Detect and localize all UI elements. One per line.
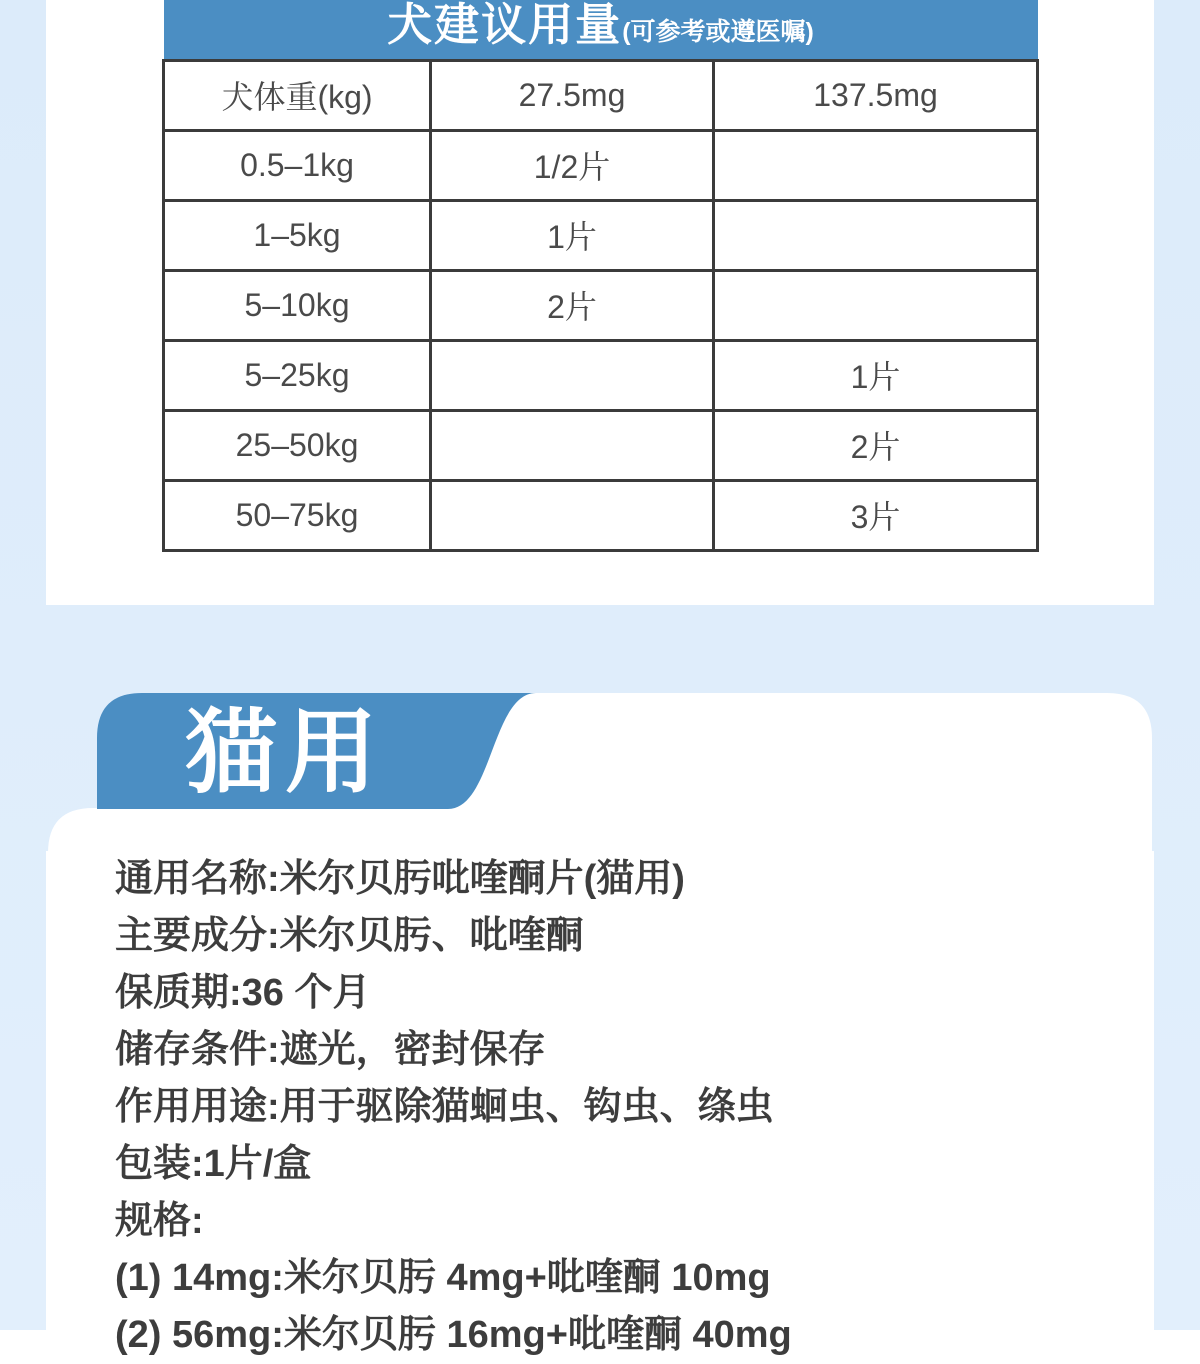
- cell-dose-27-5: [431, 480, 714, 550]
- table-row: [164, 340, 1038, 410]
- cell-weight: 1–5kg: [164, 200, 431, 270]
- cat-tab-label: 猫用: [184, 702, 385, 804]
- column-header-weight: 犬体重(kg): [164, 60, 431, 130]
- cat-info-packaging: 包装:1片/盒: [115, 1143, 312, 1185]
- cat-info-usage: 作用用途:用于驱除猫蛔虫、钩虫、绦虫: [115, 1086, 774, 1128]
- cell-weight: 50–75kg: [164, 480, 431, 550]
- cell-dose-27-5: 2片: [431, 270, 714, 340]
- cell-dose-137-5: 1片: [714, 340, 1038, 410]
- dog-dosage-table: [162, 0, 1039, 552]
- cell-weight: 25–50kg: [164, 410, 431, 480]
- cell-weight: 5–10kg: [164, 270, 431, 340]
- table-header-row: [164, 60, 1038, 130]
- cell-dose-27-5: 1/2片: [431, 130, 714, 200]
- cell-dose-27-5: [431, 410, 714, 480]
- cell-dose-27-5: [431, 340, 714, 410]
- cat-info-spec-1: (1) 14mg:米尔贝肟 4mg+吡喹酮 10mg: [115, 1257, 771, 1299]
- cat-info-generic-name: 通用名称:米尔贝肟吡喹酮片(猫用): [115, 858, 685, 900]
- cell-dose-137-5: 2片: [714, 410, 1038, 480]
- table-title: [164, 0, 1038, 60]
- table-row: [164, 410, 1038, 480]
- cell-dose-137-5: [714, 270, 1038, 340]
- table-title-note: (可参考或遵医嘱): [622, 17, 814, 46]
- table-row: [164, 270, 1038, 340]
- cat-info-spec-2: (2) 56mg:米尔贝肟 16mg+吡喹酮 40mg: [115, 1314, 792, 1356]
- cell-dose-137-5: [714, 130, 1038, 200]
- cat-info-spec-label: 规格:: [115, 1200, 204, 1242]
- table-row: [164, 130, 1038, 200]
- table-title-row: [164, 0, 1038, 60]
- cat-info-card: [46, 851, 1154, 1356]
- cat-info-shelf-life: 保质期:36 个月: [115, 972, 371, 1014]
- cat-info-ingredients: 主要成分:米尔贝肟、吡喹酮: [115, 915, 584, 957]
- table-title-text: 犬建议用量: [387, 0, 623, 50]
- cat-info-storage: 储存条件:遮光，密封保存: [115, 1029, 546, 1071]
- cell-weight: 5–25kg: [164, 340, 431, 410]
- cell-dose-137-5: [714, 200, 1038, 270]
- column-header-137-5mg: 137.5mg: [714, 60, 1038, 130]
- cell-dose-27-5: 1片: [431, 200, 714, 270]
- table-row: [164, 480, 1038, 550]
- cell-dose-137-5: 3片: [714, 480, 1038, 550]
- column-header-27-5mg: 27.5mg: [431, 60, 714, 130]
- cell-weight: 0.5–1kg: [164, 130, 431, 200]
- table-row: [164, 200, 1038, 270]
- dog-dosage-card: [46, 0, 1154, 605]
